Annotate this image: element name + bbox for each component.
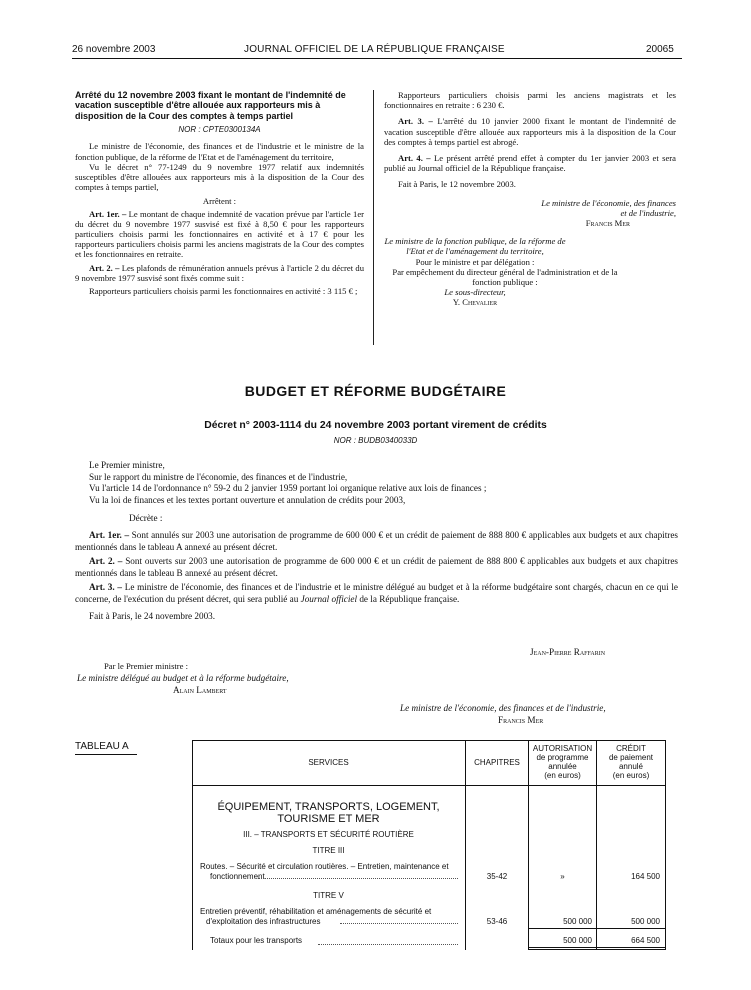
header-page-number: 20065 <box>646 44 674 55</box>
arrete-nor: NOR : CPTE0300134A <box>178 125 261 135</box>
titre-iii: TITRE III <box>312 846 345 855</box>
table-right-border <box>665 784 666 950</box>
header-rule <box>72 58 682 59</box>
decree-art3 <box>75 582 678 605</box>
row-entretien-credit: 500 000 <box>631 917 660 926</box>
right-column <box>384 90 676 308</box>
decree-art3-journal: Journal officiel <box>300 593 358 604</box>
table-label: TABLEAU A <box>75 741 129 752</box>
row-routes <box>196 862 462 882</box>
decree-art2 <box>75 556 678 579</box>
credit-h3: annulé <box>618 762 644 771</box>
signature-par-pm: Par le Premier ministre : <box>104 661 189 671</box>
table-a <box>192 740 666 950</box>
table-label-underline <box>75 754 137 755</box>
row-routes-leader <box>258 878 458 879</box>
credit-h2: de paiement <box>608 753 654 762</box>
art4-label: Art. 4. – <box>398 153 431 164</box>
arrete-ceiling-retired: Rapporteurs particuliers choisis parmi les anciens magistrats et les fonctionnaires en retraite : 6 230 €. <box>384 90 676 111</box>
auth-h1: AUTORISATION <box>532 744 593 753</box>
credit-h1: CRÉDIT <box>616 744 646 753</box>
decree-vu-ordonnance: Vu l'article 14 de l'ordonnance n° 59-2 du 2 janvier 1959 portant loi organique relative aux lois de finances ; <box>89 483 487 494</box>
row-entretien-autorisation: 500 000 <box>563 917 592 926</box>
decree-art3-text-a: Le ministre de l'économie, des finances et de l'industrie et le ministre délégué au budget et à la réforme budgétaire sont chargés, chacun en ce qui le concerne, de l'exécution du présent décret, qui sera publié au <box>75 582 678 604</box>
arrete-arretent: Arrêtent : <box>202 196 237 207</box>
decree-art3-text-b: de la République française. <box>357 593 460 604</box>
signature-1-name: Francis Mer <box>585 218 630 229</box>
row-routes-line-2: fonctionnement <box>210 872 265 881</box>
col-header-credit <box>597 744 665 780</box>
ministry-line-2: TOURISME ET MER <box>277 813 380 825</box>
row-routes-chapitre: 35-42 <box>486 872 508 881</box>
total-leader <box>318 944 458 945</box>
left-column <box>75 90 364 296</box>
decree-art1-text: Sont annulés sur 2003 une autorisation de programme de 600 000 € et un crédit de paiement de 888 800 € applicables aux budgets et aux chapitres mentionnés dans le tableau A annexé au présent décret. <box>75 529 678 552</box>
row-entretien-line-1: Entretien préventif, réhabilitation et aménagements de sécurité et <box>200 907 432 916</box>
signature-2-role: Le ministre de la fonction publique, de la réforme de l'Etat et de l'aménagement du territoire, <box>384 236 566 257</box>
total-underline-2 <box>529 949 665 950</box>
art3-text: L'arrêté du 10 janvier 2000 fixant le montant de l'indemnité de vacation susceptible d'être allouée aux rapporteurs mis à la disposition de la Cour des comptes à temps partiel est abrogé. <box>384 116 676 147</box>
section-heading: BUDGET ET RÉFORME BUDGÉTAIRE <box>244 383 507 399</box>
row-routes-autorisation: » <box>560 872 565 881</box>
decree-decrete: Décrète : <box>129 513 163 524</box>
row-entretien-line-2: d'exploitation des infrastructures <box>206 917 321 926</box>
signature-eco-name: Francis Mer <box>498 715 544 725</box>
decree-art1 <box>75 530 678 553</box>
total-rule <box>529 928 665 929</box>
signature-eco-role: Le ministre de l'économie, des finances et de l'industrie, <box>400 703 606 713</box>
row-entretien <box>196 907 462 927</box>
decree-nor: NOR : BUDB0340033D <box>333 436 418 445</box>
decree-body <box>75 460 678 622</box>
row-routes-line-1: Routes. – Sécurité et circulation routières. – Entretien, maintenance et <box>200 862 449 871</box>
col-header-autorisation <box>529 744 596 780</box>
total-credit: 664 500 <box>631 936 660 945</box>
arrete-title: Arrêté du 12 novembre 2003 fixant le montant de l'indemnité de vacation susceptible d'être allouée aux rapporteurs mis à disposition de la Cour des comptes à temps partiel <box>75 90 346 121</box>
arrete-ceiling-active: Rapporteurs particuliers choisis parmi les fonctionnaires en activité : 3 115 € ; <box>89 286 358 297</box>
col-header-chapitres: CHAPITRES <box>474 758 520 767</box>
header-journal-title: JOURNAL OFFICIEL DE LA RÉPUBLIQUE FRANÇAISE <box>244 44 505 55</box>
row-entretien-chapitre: 53-46 <box>486 917 508 926</box>
ministry-title <box>192 801 465 825</box>
col-header-services: SERVICES <box>308 758 349 767</box>
arrete-art3 <box>384 116 676 147</box>
signature-budget-role: Le ministre délégué au budget et à la réforme budgétaire, <box>77 673 289 683</box>
table-section-title: III. – TRANSPORTS ET SÉCURITÉ ROUTIÈRE <box>243 830 414 839</box>
total-autorisation: 500 000 <box>563 936 592 945</box>
art1-text: Le montant de chaque indemnité de vacation prévue par l'article 1er du décret du 9 novembre 1977 susvisé est fixé à 8,50 € pour les rapporteurs particuliers choisis parmi les fonctionnaires en activité et à 17 € pour les rapporteurs particuliers choisis parmi les anciens magistrats de la Cour des comptes et les fonctionnaires en retraite. <box>75 208 364 260</box>
ministry-line-1: ÉQUIPEMENT, TRANSPORTS, LOGEMENT, <box>217 801 440 813</box>
signature-2-delegation: Pour le ministre et par délégation : <box>415 256 535 267</box>
decree-premier-ministre: Le Premier ministre, <box>89 460 165 470</box>
art1-label: Art. 1er. – <box>89 208 127 219</box>
row-entretien-leader <box>340 923 458 924</box>
decree-rapport: Sur le rapport du ministre de l'économie, des finances et de l'industrie, <box>89 471 348 482</box>
art3-label: Art. 3. – <box>398 116 433 127</box>
signature-budget-name: Alain Lambert <box>173 685 227 695</box>
decree-art1-label: Art. 1er. – <box>89 529 130 540</box>
decree-art2-label: Art. 2. – <box>89 556 123 567</box>
signature-pm-name: Jean-Pierre Raffarin <box>530 647 606 657</box>
arrete-art4 <box>384 153 676 173</box>
art4-text: Le présent arrêté prend effet à compter du 1er janvier 2003 et sera publié au Journal officiel de la République française. <box>384 153 676 174</box>
auth-h3: annulée <box>548 762 577 771</box>
art2-text: Les plafonds de rémunération annuels prévus à l'article 2 du décret du 9 novembre 1977 susvisé sont fixés comme suit : <box>75 262 364 283</box>
header-date: 26 novembre 2003 <box>72 44 156 55</box>
arrete-fait: Fait à Paris, le 12 novembre 2003. <box>398 179 516 190</box>
signature-1-role: Le ministre de l'économie, des finances et de l'industrie, <box>541 197 676 218</box>
titre-v: TITRE V <box>313 891 344 900</box>
decree-art3-label: Art. 3. – <box>89 582 122 593</box>
auth-h2: de programme <box>536 753 589 762</box>
arrete-art2 <box>75 263 364 283</box>
total-label: Totaux pour les transports <box>210 936 303 945</box>
credit-h4: (en euros) <box>612 771 650 780</box>
signature-2-name: Y. Chevalier <box>452 297 498 308</box>
arrete-vu: Vu le décret n° 77-1249 du 9 novembre 1977 relatif aux indemnités susceptibles d'être allouées aux rapporteurs mis à la disposition de la Cour des comptes à temps partiel, <box>75 161 364 193</box>
art2-label: Art. 2. – <box>89 262 120 273</box>
decree-art2-text: Sont ouverts sur 2003 une autorisation de programme de 600 000 € et un crédit de paiement de 888 800 € applicables aux budgets et aux chapitres mentionnés dans le tableau B annexé au présent décret. <box>75 556 679 578</box>
arrete-preamble: Le ministre de l'économie, des finances et de l'industrie et le ministre de la fonction publique, de la réforme de l'Etat et de l'aménagement du territoire, <box>75 141 364 162</box>
column-divider <box>373 90 374 345</box>
row-routes-credit: 164 500 <box>631 872 660 881</box>
auth-h4: (en euros) <box>544 771 581 780</box>
signature-2-empechement: Par empêchement du directeur général de l'administration et de la fonction publique : <box>392 266 618 288</box>
decree-title: Décret n° 2003-1114 du 24 novembre 2003 portant virement de crédits <box>204 420 547 431</box>
total-underline-1 <box>529 947 665 948</box>
decree-vu-loi: Vu la loi de finances et les textes portant ouverture et annulation de crédits pour 2003, <box>89 494 406 505</box>
signature-2-title: Le sous-directeur, <box>444 287 506 298</box>
decree-fait: Fait à Paris, le 24 novembre 2003. <box>89 610 216 621</box>
arrete-art1 <box>75 209 364 260</box>
